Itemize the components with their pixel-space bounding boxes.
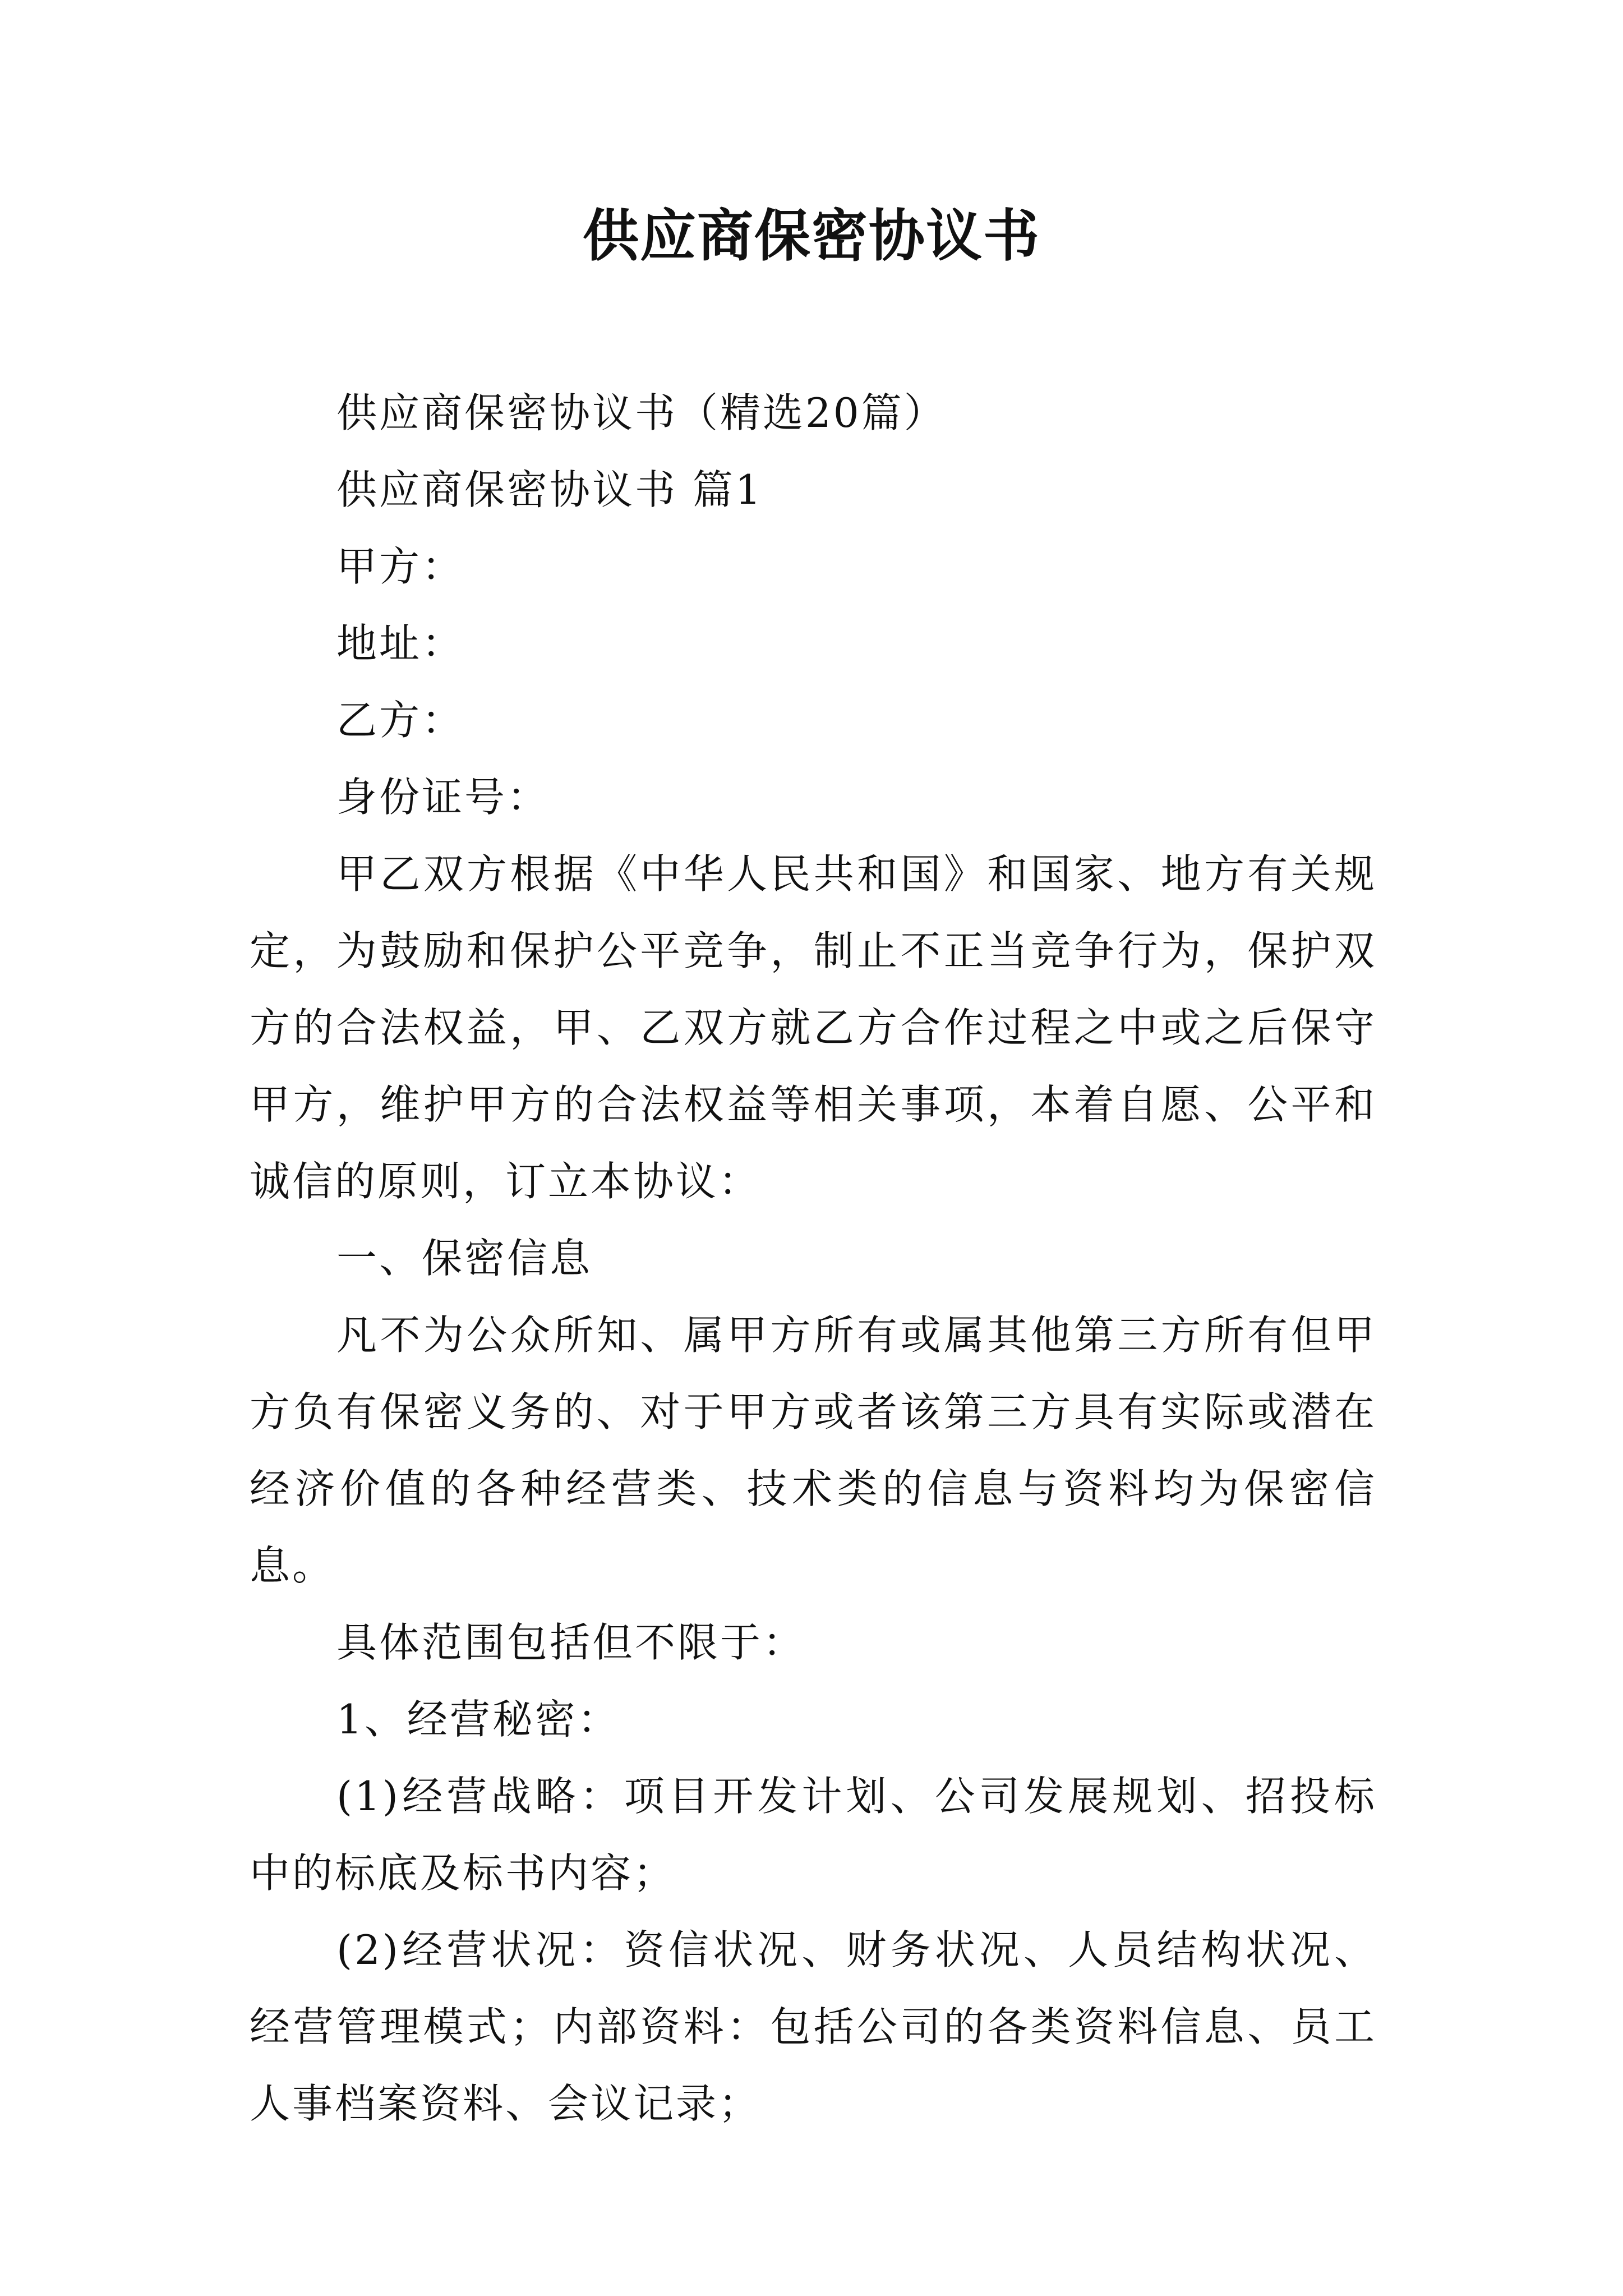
paragraph-clause-heading: 一、保密信息 [336,1235,593,1282]
paragraph-address: 地址： [336,620,465,667]
paragraph-collection-title: 供应商保密协议书（精选20篇） [336,389,947,436]
paragraph-id-number: 身份证号： [336,774,550,821]
document-body [250,375,1377,2142]
paragraph-business-strategy: (1)经营战略：项目开发计划、公司发展规划、招投标中的标底及标书内容； [250,1773,1377,1897]
paragraph-business-status: (2)经营状况：资信状况、财务状况、人员结构状况、经营管理模式；内部资料：包括公司的各类资料信息、员工人事档案资料、会议记录； [250,1926,1377,2127]
paragraph-party-a: 甲方： [336,543,465,590]
paragraph-scope-intro: 具体范围包括但不限于： [336,1619,806,1666]
paragraph-party-b: 乙方： [336,697,465,744]
paragraph-confidential-definition: 凡不为公众所知、属甲方所有或属其他第三方所有但甲方负有保密义务的、对于甲方或者该第三方具有实际或潜在经济价值的各种经营类、技术类的信息与资料均为保密信息。 [250,1312,1377,1589]
paragraph-business-secrets: 1、经营秘密： [336,1696,620,1743]
paragraph-preamble: 甲乙双方根据《中华人民共和国》和国家、地方有关规定，为鼓励和保护公平竞争，制止不正当竞争行为，保护双方的合法权益，甲、乙双方就乙方合作过程之中或之后保守甲方，维护甲方的合法权益等相关事项，本着自愿、公平和诚信的原则，订立本协议： [250,850,1377,1205]
document-title: 供应商保密协议书 [583,203,1040,269]
paragraph-section-heading: 供应商保密协议书 篇1 [336,466,763,513]
